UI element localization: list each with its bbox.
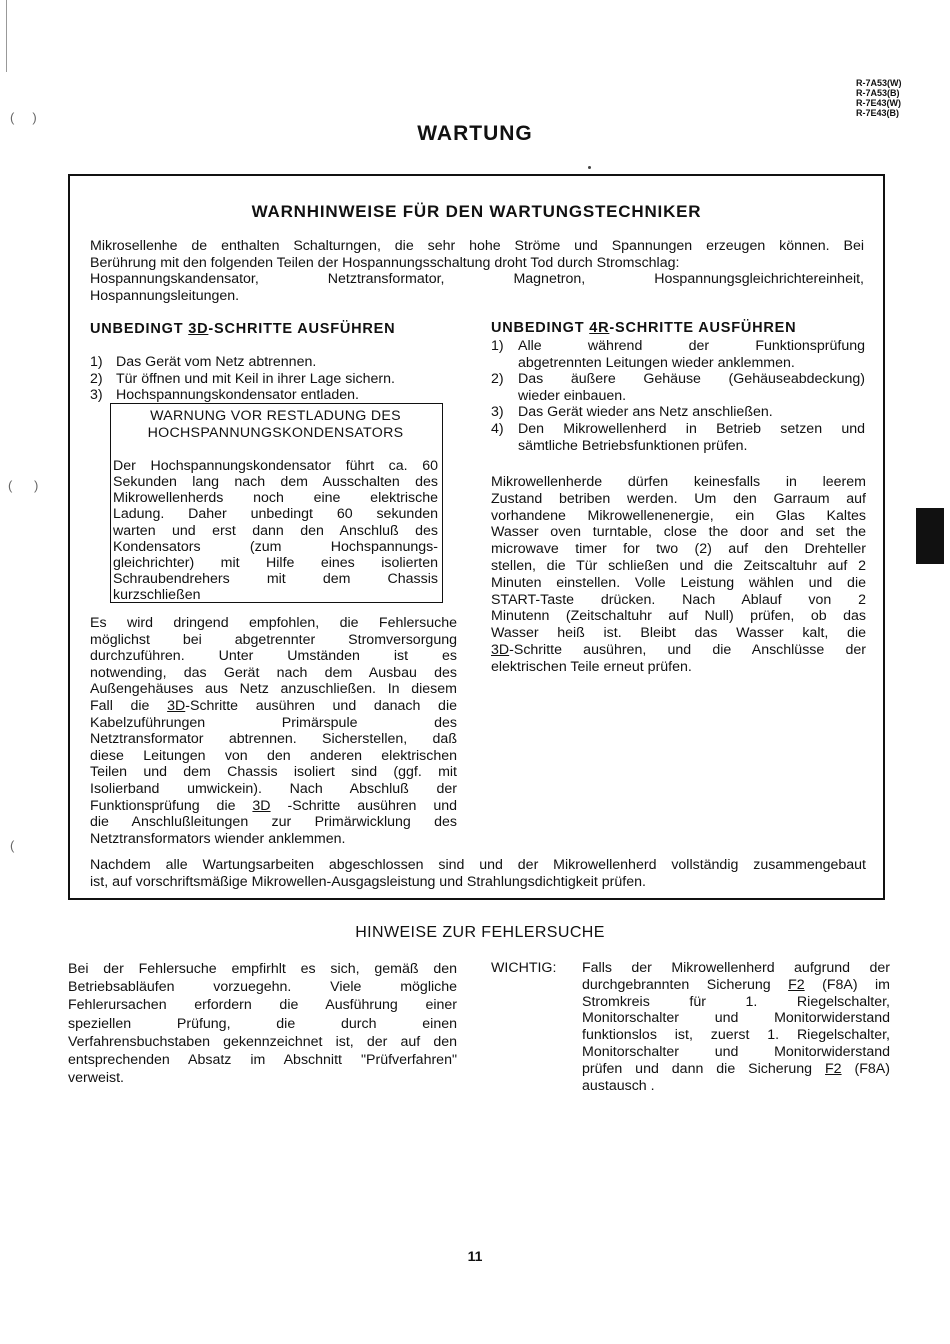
step-text: abgetrennten Leitungen wieder anklemmen. — [518, 354, 795, 371]
text-line: ist, auf vorschriftsmäßige Mikrowellen-Ausgagsleistung und Strahlungsdichtigkeit prüfen. — [90, 873, 646, 890]
text-fragment: -Schritte ausühren und — [270, 797, 457, 814]
step-text: sämtliche Betriebsfunktionen prüfen. — [518, 437, 748, 454]
text-fragment: Fall die — [90, 697, 168, 714]
4r-steps-list — [491, 338, 865, 454]
text-line: Nachdem alle Wartungsarbeiten abgeschlossen sind und der Mikrowellenherd vollständig zusammengebaut — [90, 857, 866, 873]
text-line: START-Taste drücken. Nach Ablauf von 2 — [491, 591, 866, 608]
list-item — [491, 338, 865, 371]
warning-box-title-line: WARNUNG VOR RESTLADUNG DES — [150, 408, 401, 424]
step-number: 1) — [491, 338, 504, 354]
text-line: Fehlerursachen erfordern die Ausführung einer — [68, 997, 457, 1014]
step-code: 3D — [491, 641, 510, 658]
warning-section-title: WARNHINWEISE FÜR DEN WARTUNGSTECHNIKER — [251, 202, 702, 221]
warning-intro — [90, 238, 864, 304]
scan-dot — [588, 166, 591, 169]
text-line: Minutenn (Zeitschaltuhr auf Null) prüfen, ob das — [491, 608, 866, 625]
text-line: Falls der Mikrowellenherd aufgrund der — [582, 960, 890, 976]
warning-box-title-line: HOCHSPANNUNGSKONDENSATORS — [147, 424, 404, 441]
step-number: 1) — [90, 354, 103, 370]
warning-line: Ladung. Daher unbedingt 60 sekunden — [113, 506, 438, 523]
step-text: Tür öffnen und mit Keil in ihrer Lage sichern. — [116, 370, 395, 387]
model-number: R-7E43(B) — [856, 108, 900, 118]
closing-paragraph — [90, 857, 866, 890]
page-title: WARTUNG — [417, 122, 533, 145]
scan-edge-line — [6, 0, 7, 72]
page-number: 11 — [467, 1248, 483, 1264]
text-line — [491, 642, 866, 659]
text-line: Netztransformators wiender anklemmen. — [90, 830, 346, 847]
warning-box-title — [113, 408, 438, 441]
text-line: speziellen Prüfung, die durch einen — [68, 1015, 457, 1032]
text-fragment: prüfen und dann die Sicherung — [582, 1060, 826, 1077]
text-line: diese Leitungen von den anderen elektrischen — [90, 747, 457, 764]
text-line: Monitorschalter und Monitorwiderstand — [582, 1010, 890, 1027]
list-item — [491, 404, 865, 421]
heading-suffix: -SCHRITTE AUSFÜHREN — [609, 320, 797, 336]
step-code: 3D — [167, 697, 186, 714]
intro-line: Hospannungsleitungen. — [90, 287, 240, 304]
empty-operation-test-paragraph — [491, 474, 866, 676]
step-number: 3) — [491, 404, 504, 421]
text-line: Minuten einstellen. Volle Leistung wählen und die — [491, 574, 866, 591]
list-item — [90, 387, 460, 404]
warning-line: warten und erst dann den Anschluß des — [113, 522, 438, 539]
list-item — [491, 421, 865, 454]
step-text: Alle während der Funktionsprüfung — [518, 338, 865, 354]
intro-line: Berührung mit den folgenden Teilen der Hospannungsschaltung droht Tod durch Stromschlag: — [90, 254, 680, 271]
text-line: stellen, die Tür schließen und die Zeitscaltuhr auf 2 — [491, 557, 866, 574]
scan-mark: ( ) — [8, 478, 39, 493]
text-line: microwave timer for two (2) auf den Drehteller — [491, 541, 866, 558]
text-line: Monitorschalter und Monitorwiderstand — [582, 1043, 890, 1060]
text-line: möglichst bei abgetrennter Stromversorgung — [90, 631, 457, 648]
troubleshooting-advice-paragraph — [90, 615, 457, 847]
text-line: Zustand betriben werden. Um den Garraum auf — [491, 490, 866, 507]
text-line: notwending, das Gerät nach dem Ausbau des — [90, 664, 457, 681]
list-item — [90, 354, 460, 371]
intro-line: Hospannungskandensator, Netztransformator, Magnetron, Hospannungsgleichrichtereinheit, — [90, 271, 864, 288]
text-fragment: -Schritte ausühren, und die Anschlüsse der — [509, 641, 866, 658]
text-line: durchzuführen. Unter Umständen ist es — [90, 648, 457, 665]
text-line: verweist. — [68, 1070, 124, 1087]
step-number: 3) — [90, 387, 103, 404]
list-item — [491, 371, 865, 404]
text-line — [90, 798, 457, 815]
text-line: austausch . — [582, 1077, 655, 1094]
text-line: Mikrowellenherde dürfen keinesfalls in leerem — [491, 474, 866, 490]
text-line: Teilen und dem Chassis isoliert sind (ggf. mit — [90, 764, 457, 781]
text-line: Verfahrensbuchstaben gekennzeichnet ist, der auf den — [68, 1033, 457, 1050]
text-line: Wasser oven turntable, close the door and set the — [491, 524, 866, 541]
important-note — [582, 960, 890, 1094]
step-number: 2) — [491, 371, 504, 388]
text-line: Es wird dringend empfohlen, die Fehlersuche — [90, 615, 457, 631]
text-line: Wasser heiß ist. Bleibt das Wasser kalt, die — [491, 625, 866, 642]
text-line: Kabelzuführungen Primärspule des — [90, 714, 457, 731]
warning-line: gleichrichter) mit Hilfe eines isolierten — [113, 554, 438, 571]
step-text: wieder einbauen. — [518, 387, 627, 404]
warning-line: kurzschließen — [113, 586, 201, 603]
3d-steps-heading — [90, 321, 395, 337]
text-line: funktionslos ist, zuerst 1. Riegelschalter, — [582, 1027, 890, 1044]
3d-steps-list — [90, 354, 460, 404]
fuse-code: F2 — [788, 976, 805, 993]
intro-line: Mikrosellenhe de enthalten Schalturngen, die sehr hohe Ströme und Spannungen erzeugen können. Bei — [90, 238, 864, 254]
troubleshooting-paragraph — [68, 960, 457, 1087]
list-item — [90, 371, 460, 388]
scan-mark: ( — [10, 838, 15, 853]
step-number: 2) — [90, 370, 103, 387]
text-fragment: -Schritte ausühren und danach die — [185, 697, 457, 714]
text-fragment: (F8A) — [841, 1060, 890, 1077]
heading-prefix: UNBEDINGT — [491, 320, 590, 336]
step-number: 4) — [491, 420, 504, 437]
warning-line: Kondensators (zum Hochspannungs- — [113, 538, 438, 555]
warning-line: Sekunden lang nach dem Ausschalten des — [113, 474, 438, 491]
step-text: Hochspannungskondensator entladen. — [116, 387, 359, 404]
text-line: Außengehäuses aus Netz anzuschließen. In diesem — [90, 681, 457, 698]
text-line — [582, 1061, 890, 1078]
step-code: 4R — [589, 320, 610, 336]
4r-steps-heading — [491, 320, 796, 336]
step-code: 3D — [188, 321, 209, 337]
text-line: Netztransformator abtrennen. Sicherstellen, daß — [90, 731, 457, 748]
text-fragment: durchgebrannten Sicherung — [582, 976, 789, 993]
text-line: entsprechenden Absatz im Abschnitt "Prüfverfahren" — [68, 1052, 457, 1069]
warning-line: Mikrowellenherds noch eine elektrische — [113, 490, 438, 507]
model-numbers — [856, 78, 902, 118]
step-text: Den Mikrowellenherd in Betrieb setzen und — [518, 420, 865, 437]
warning-box-body — [113, 458, 438, 603]
text-line: die Anschlußleitungen zur Primärwicklung des — [90, 814, 457, 831]
step-text: Das Gerät wieder ans Netz anschließen. — [518, 404, 773, 421]
text-line — [90, 698, 457, 715]
troubleshooting-title: HINWEISE ZUR FEHLERSUCHE — [355, 924, 605, 941]
heading-suffix: -SCHRITTE AUSFÜHREN — [208, 321, 396, 337]
text-line: Betriebsabläufen vorzuegehn. Viele mögliche — [68, 979, 457, 996]
step-text: Das äußere Gehäuse (Gehäuseabdeckung) — [518, 371, 865, 388]
text-line: vorhandene Mikrowellenenergie, ein Glas Kaltes — [491, 507, 866, 524]
model-number: R-7E43(W) — [856, 98, 902, 108]
text-line: Isolierband umwickein). Nach Abschluß der — [90, 780, 457, 797]
warning-line: Schraubendrehers mit dem Chassis — [113, 570, 438, 587]
text-fragment: Funktionsprüfung die — [90, 797, 253, 814]
section-tab-marker — [916, 508, 944, 564]
step-code: 3D — [252, 797, 271, 814]
heading-prefix: UNBEDINGT — [90, 321, 189, 337]
text-fragment: (F8A) im — [804, 976, 890, 993]
text-line: Bei der Fehlersuche empfirhlt es sich, gemäß den — [68, 961, 457, 977]
scan-mark: ( ) — [10, 110, 37, 125]
warning-line: Der Hochspannungskondensator führt ca. 60 — [113, 458, 438, 475]
wichtig-label: WICHTIG: — [491, 960, 557, 976]
text-line: elektrischen Teile erneut prüfen. — [491, 658, 692, 675]
model-number: R-7A53(W) — [856, 78, 902, 88]
step-text: Das Gerät vom Netz abtrennen. — [116, 354, 317, 370]
text-line — [582, 977, 890, 994]
model-number: R-7A53(B) — [856, 88, 900, 98]
residual-charge-warning-box — [110, 403, 443, 603]
fuse-code: F2 — [825, 1060, 842, 1077]
text-line: Stromkreis für 1. Riegelschalter, — [582, 993, 890, 1010]
